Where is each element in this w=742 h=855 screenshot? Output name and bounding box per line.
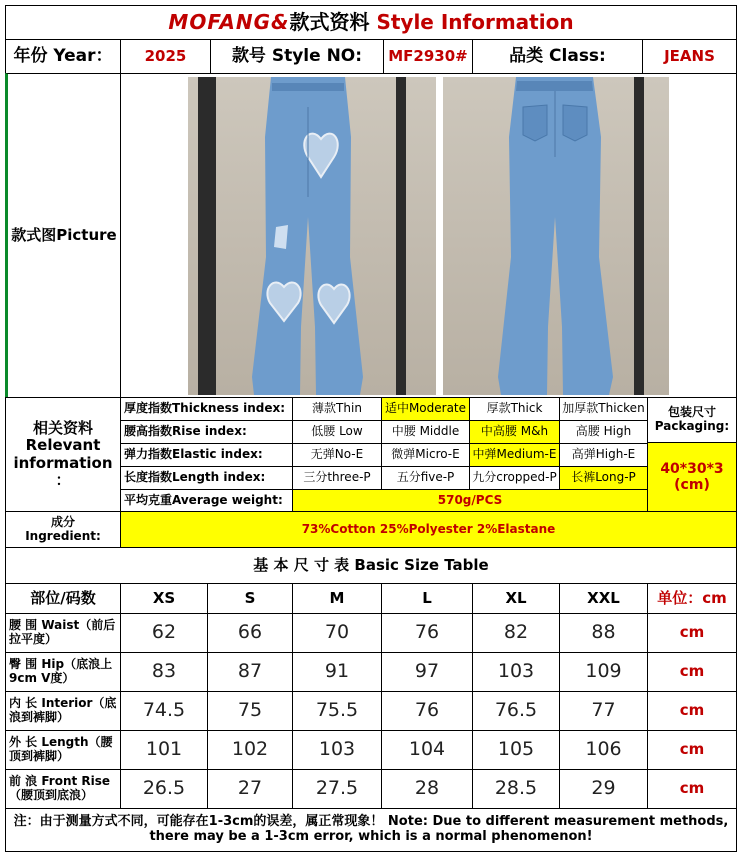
table-cell: 87 — [207, 652, 293, 692]
packaging-label: 包装尺寸Packaging: — [647, 397, 737, 443]
rise-option-selected: 中高腰 M&h — [469, 420, 560, 444]
size-header-xs: XS — [120, 583, 208, 614]
table-cell: 76.5 — [472, 691, 560, 731]
row-name-length: 外 长 Length（腰顶到裤脚） — [5, 730, 121, 770]
relevant-label-line2: Relevant — [25, 436, 101, 455]
weight-value: 570g/PCS — [292, 489, 648, 512]
length-label: 长度指数Length index: — [120, 466, 293, 490]
unit-cell: cm — [647, 769, 737, 809]
table-cell: 97 — [381, 652, 473, 692]
relevant-label-line1: 相关资料 — [32, 419, 93, 437]
unit-header: 单位：cm — [647, 583, 737, 614]
measurement-note: 注：由于测量方式不同，可能存在1-3cm的误差，属正常现象！ Note: Due to different measurement methods, there may be a 1-3cm error, which is a normal phenomenon! — [5, 808, 737, 852]
sheet-title — [5, 5, 737, 40]
style-label: 款号 Style NO: — [210, 39, 384, 74]
size-header-xxl: XXL — [559, 583, 648, 614]
size-table-corner: 部位/码数 — [5, 583, 121, 614]
table-cell: 77 — [559, 691, 648, 731]
class-value: JEANS — [642, 39, 737, 74]
rise-label: 腰高指数Rise index: — [120, 420, 293, 444]
length-option-selected: 长裤Long-P — [559, 466, 648, 490]
table-cell: 66 — [207, 613, 293, 653]
elastic-label: 弹力指数Elastic index: — [120, 443, 293, 467]
class-label: 品类 Class: — [472, 39, 643, 74]
table-cell: 105 — [472, 730, 560, 770]
elastic-option-selected: 中弹Medium-E — [469, 443, 560, 467]
unit-cell: cm — [647, 691, 737, 731]
table-cell: 104 — [381, 730, 473, 770]
rise-option: 高腰 High — [559, 420, 648, 444]
table-cell: 103 — [472, 652, 560, 692]
packaging-value: 40*30*3 (cm) — [647, 442, 737, 512]
table-cell: 91 — [292, 652, 382, 692]
size-header-m: M — [292, 583, 382, 614]
table-cell: 102 — [207, 730, 293, 770]
length-option: 九分cropped-P — [469, 466, 560, 490]
thickness-label: 厚度指数Thickness index: — [120, 397, 293, 421]
unit-cell: cm — [647, 730, 737, 770]
table-cell: 75.5 — [292, 691, 382, 731]
size-header-xl: XL — [472, 583, 560, 614]
elastic-option: 无弹No-E — [292, 443, 382, 467]
front-photo — [188, 77, 436, 395]
thickness-option: 加厚款Thicken — [559, 397, 648, 421]
length-option: 五分five-P — [381, 466, 470, 490]
title-en: Style Information — [376, 10, 574, 34]
rise-option: 低腰 Low — [292, 420, 382, 444]
table-cell: 88 — [559, 613, 648, 653]
elastic-option: 微弹Micro-E — [381, 443, 470, 467]
thickness-option: 厚款Thick — [469, 397, 560, 421]
table-cell: 28.5 — [472, 769, 560, 809]
table-cell: 83 — [120, 652, 208, 692]
table-cell: 26.5 — [120, 769, 208, 809]
unit-cell: cm — [647, 652, 737, 692]
table-cell: 76 — [381, 691, 473, 731]
table-cell: 28 — [381, 769, 473, 809]
table-cell: 27 — [207, 769, 293, 809]
year-value: 2025 — [120, 39, 211, 74]
weight-label: 平均克重Average weight: — [120, 489, 293, 512]
brand-name: MOFANG& — [168, 10, 290, 34]
size-header-l: L — [381, 583, 473, 614]
title-cn: 款式资料 — [289, 10, 370, 34]
table-cell: 29 — [559, 769, 648, 809]
back-photo — [443, 77, 669, 395]
length-option: 三分three-P — [292, 466, 382, 490]
row-name-waist: 腰 围 Waist（前后拉平度） — [5, 613, 121, 653]
relevant-label-line4: ： — [55, 470, 71, 489]
row-name-interior: 内 长 Interior（底浪到裤脚） — [5, 691, 121, 731]
table-cell: 27.5 — [292, 769, 382, 809]
rise-option: 中腰 Middle — [381, 420, 470, 444]
size-header-s: S — [207, 583, 293, 614]
size-table-title: 基 本 尺 寸 表 Basic Size Table — [5, 547, 737, 584]
thickness-option-selected: 适中Moderate — [381, 397, 470, 421]
thickness-option: 薄款Thin — [292, 397, 382, 421]
table-cell: 101 — [120, 730, 208, 770]
relevant-label-line3: information — [13, 453, 113, 472]
table-cell: 62 — [120, 613, 208, 653]
relevant-info-label — [5, 397, 121, 512]
row-name-hip: 臀 围 Hip（底浪上9cm V度） — [5, 652, 121, 692]
unit-cell: cm — [647, 613, 737, 653]
table-cell: 103 — [292, 730, 382, 770]
table-cell: 106 — [559, 730, 648, 770]
year-label: 年份 Year： — [5, 39, 121, 74]
table-cell: 70 — [292, 613, 382, 653]
table-cell: 74.5 — [120, 691, 208, 731]
style-value: MF2930# — [383, 39, 473, 74]
table-cell: 82 — [472, 613, 560, 653]
picture-label: 款式图Picture — [5, 73, 121, 398]
row-name-front-rise: 前 浪 Front Rise（腰顶到底浪） — [5, 769, 121, 809]
ingredient-value: 73%Cotton 25%Polyester 2%Elastane — [120, 511, 737, 548]
table-cell: 75 — [207, 691, 293, 731]
elastic-option: 高弹High-E — [559, 443, 648, 467]
ingredient-label: 成分 Ingredient: — [5, 511, 121, 548]
table-cell: 76 — [381, 613, 473, 653]
picture-area — [120, 73, 737, 398]
table-cell: 109 — [559, 652, 648, 692]
